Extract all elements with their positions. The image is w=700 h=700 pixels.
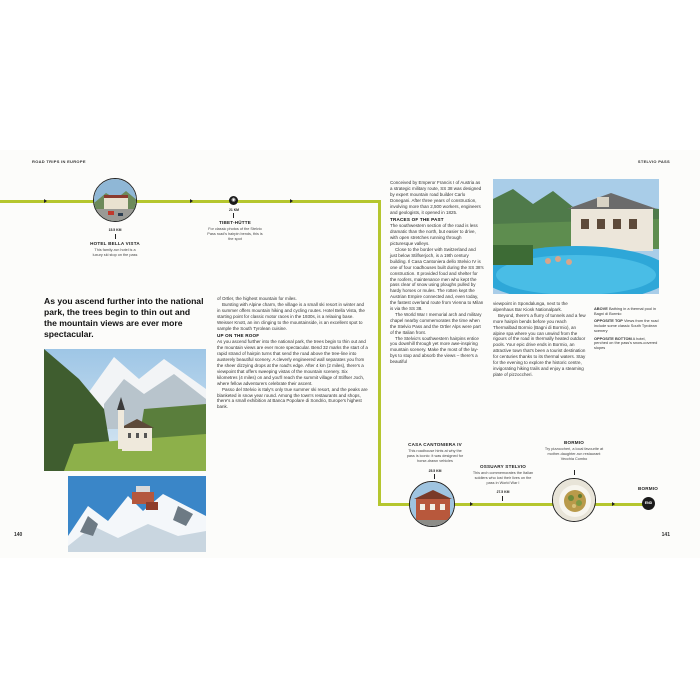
caption-text: Views from the road include some classic South Tyrolean scenery [594, 318, 659, 334]
stop-3-desc: This roadhouse hints at why the pass is iconic: it was designed for horse-drawn vehicles [406, 449, 464, 463]
hotel-bella-vista-photo [93, 178, 137, 222]
route-arrow [470, 502, 473, 506]
end-marker: END [642, 497, 655, 510]
stop-2-desc: For classic photos of the Stelvio Pass road's hairpin bends, this is the spot [207, 227, 263, 241]
stop-1-tick [115, 234, 116, 239]
paragraph: Beyond, there's a flurry of tunnels and a few more hairpin bends before you reach Thermalbad Bormio (Bagni di Bormio), an alpine spa where you can unwind from the rigours of the road in thermally heated outdoor pools. Your epic drive ends in Bormio, an attractive town that's been a tourist destination for centuries thanks to its thermal waters. Stay for the evening to explore the historic centre, invigorating hiking trails and enjoy a steaming plate of pizzoccheri. [493, 312, 586, 377]
caption-tag: OPPOSITE TOP [594, 318, 623, 324]
text-column-right-1 [390, 180, 484, 365]
paragraph: The World War I memorial arch and military chapel nearby commemorates the time when the Stelvio Pass and the Ortler Alps were part of the Italian front. [390, 311, 482, 335]
paragraph: As you ascend further into the national park, the trees begin to thin out and the mountain views are ever more spectacular. Bend 32 marks the start of a rapid strand of hairpin turns that send the road above the tree-line into austerely beautiful scenery. A cleverly engineered wall separates you from the sheer dizzying drops at the road's edge. After 4 km (2 miles), there's a viewpoint that offers sweeping vistas of the mountain scenery. Six kilometres (4 miles) on and you'll reach the summit village of Stilfser Joch, where fellow adventurers celebrate their ascent. [217, 339, 368, 386]
stop-1-desc: This family-run hotel is a luxury ski stop on the pass [92, 248, 138, 257]
running-header-right: STELVIO PASS [637, 159, 670, 164]
caption-text: Bathing in a thermal pool in Bagni di Bormio [594, 306, 657, 316]
subheading-up-on-the-roof: UP ON THE ROOF [217, 333, 260, 339]
caption-text: A hotel, perched on the pass's snow-covered slopes [594, 335, 658, 351]
stop-4-tick [502, 496, 503, 501]
casa-cantoniera-photo [409, 481, 455, 527]
caption-opposite-bottom [594, 337, 660, 352]
caption-above [594, 307, 660, 317]
stop-4-title: OSSUARY STELVIO [479, 464, 527, 469]
stop-4-mileage: 27.5 KM [496, 490, 510, 494]
stop-3-tick [434, 474, 435, 479]
stop-1-title: HOTEL BELLA VISTA [90, 241, 140, 246]
route-arrow [44, 199, 47, 203]
stop-1-mileage: 15.5 KM [108, 228, 122, 232]
text-column-right-2 [493, 301, 589, 378]
text-column-middle [217, 296, 368, 410]
stop-5-title: BORMIO [563, 440, 585, 445]
route-arrow [612, 502, 615, 506]
camera-icon: ◉ [229, 196, 238, 205]
paragraph: Conceived by Emperor Francis I of Austria as a strategic military route, SS 38 was designed by expert mountain road builder Carlo Donegani. After three years of construction, involving more than 2,500 workers, engineers and geologists, it opened in 1825. [390, 180, 482, 215]
route-arrow [290, 199, 293, 203]
stop-5-tick [574, 470, 575, 475]
route-line-vertical [378, 200, 381, 505]
route-arrow [190, 199, 193, 203]
caption-tag: OPPOSITE BOTTOM [594, 335, 632, 341]
stop-5-desc: Try pizzoccheri, a local favourite at mother-daughter-run restaurant Vecchia Combo [544, 447, 604, 461]
paragraph: The southwestern section of the road is less dramatic than the north, but easier to drive, with open stretches running through picturesque valleys. [390, 223, 478, 247]
paragraph: The Stelvio's southwestern hairpins entice you downhill through yet more awe-inspiring mountain scenery. Make the most of the lay-bys to stop and absorb the views – there's a beautiful [390, 335, 479, 365]
pizzoccheri-photo [552, 478, 596, 522]
end-label: BORMIO [637, 486, 659, 491]
stop-2-mileage: 21 KM [229, 208, 239, 212]
snowy-hotel-photo [68, 476, 206, 552]
intro-pull-quote: As you ascend further into the national park, the trees begin to thin out and the mountain views are ever more spectacular. [44, 296, 204, 339]
paragraph: Passo del Stelvio is Italy's only true summer ski resort, and the peaks are blanketed in snow year round. Among the town's restaurants and shops, there's a small exhibition at Banca Popolare di Sondrio, Europe's highest bank. [217, 386, 368, 410]
stop-2-title: TIBET-HÜTTE [218, 220, 252, 225]
paragraph: viewpoint in Spondalunga, next to the alpenhaus Bar Kiosk Nationalpark. [493, 301, 568, 312]
stop-2-tick [233, 213, 234, 218]
caption-tag: ABOVE [594, 306, 608, 311]
page-number-right: 141 [661, 532, 670, 538]
stop-4-desc: This arch commemorates the Italian soldiers who lost their lives on the pass in World War I [472, 471, 534, 485]
caption-opposite-top [594, 319, 660, 334]
thermal-pool-photo [493, 179, 659, 294]
stop-3-title: CASA CANTONIERA IV [408, 442, 462, 447]
paragraph: Bursting with Alpine charm, the village is a small ski resort in winter and in summer offers mountain hiking and cycling routes. Hotel Bella Vista, the starting point for classic motor races in the 1930s, is a relaxing base. Weisser Knott, an inn clinging to the mountainside, is an excellent spot to sample the South Tyrolean cuisine. [217, 301, 365, 331]
subheading-traces-of-the-past: TRACES OF THE PAST [390, 217, 444, 223]
paragraph: of Ortler, the highest mountain for miles. [217, 296, 297, 301]
running-header-left: ROAD TRIPS IN EUROPE [32, 159, 86, 164]
mountain-village-photo [44, 349, 206, 471]
paragraph: Close to the border with Switzerland and just below Stilfserjoch, is a 19th century building. Il Casa Cantoniera dello Stelvio IV is one of four roadhouses built during the SS 38's construction. It provided food and shelter for the roofers, maintenance men who kept the pass clear of snow using ploughs pulled by hardy horses or mules. The rotten kept the Austrian Empire connected and, even today, the fastest overland route from Vienna to Milan is via the SS 38. [390, 246, 484, 312]
page-number-left: 140 [14, 532, 23, 538]
photo-captions [594, 307, 660, 354]
stop-3-mileage: 25.5 KM [428, 469, 442, 473]
